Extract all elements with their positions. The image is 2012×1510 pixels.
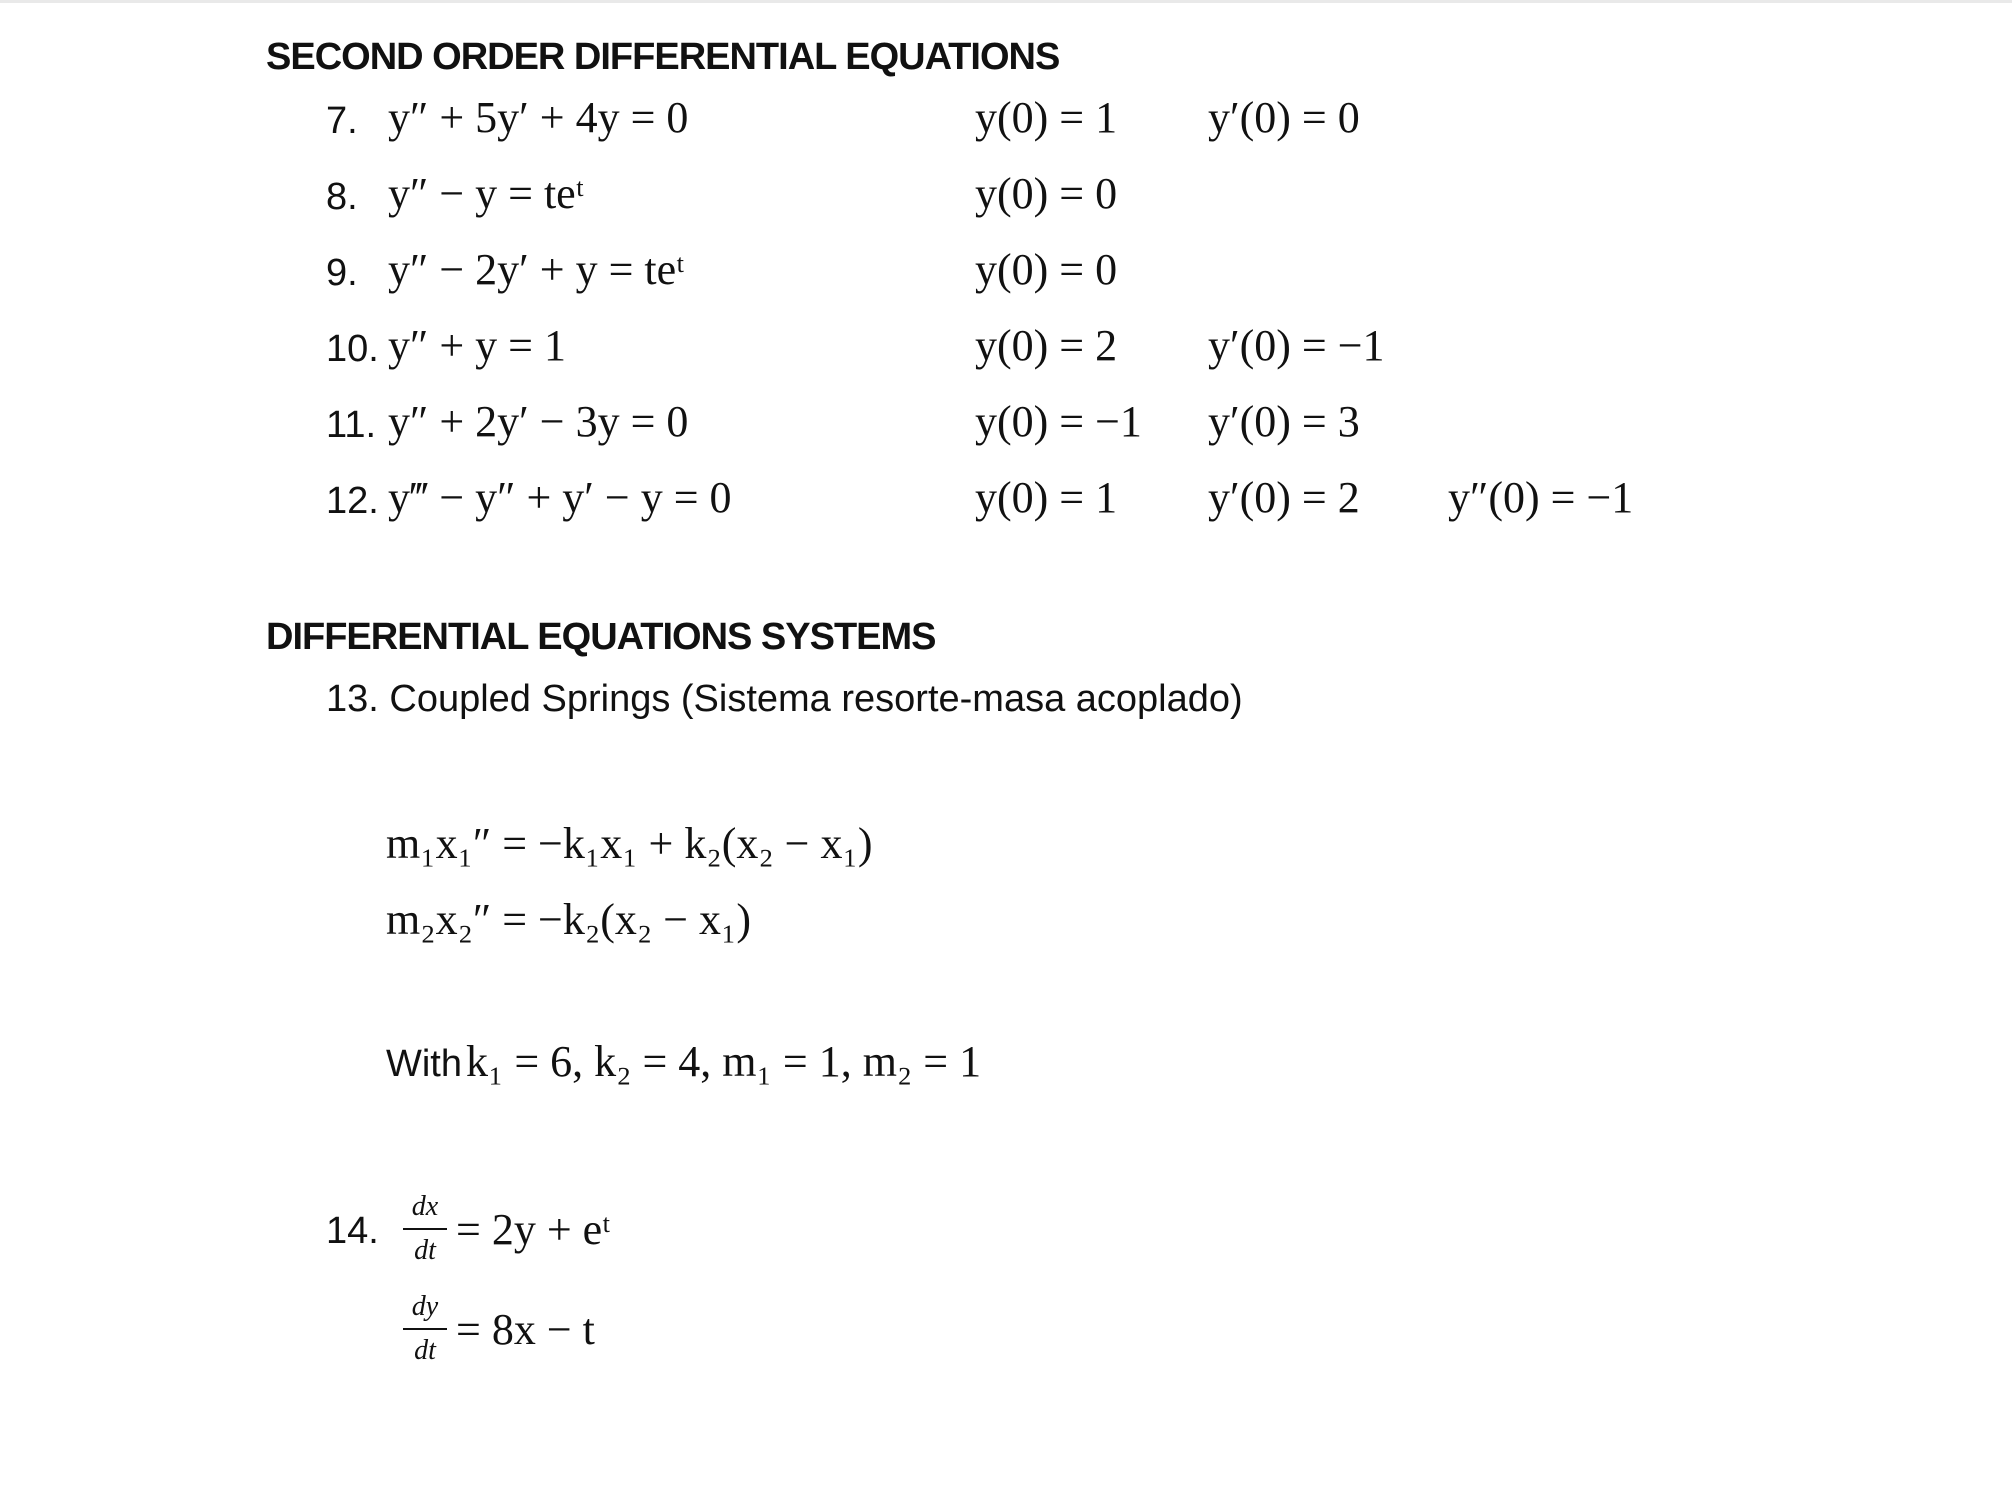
- fraction-dx-dt: [401, 1190, 449, 1268]
- initial-condition-y: y(0) = −1: [975, 397, 1142, 446]
- fraction-bar: [403, 1328, 447, 1330]
- problem-13-equation-2: m₂x₂″ = −k₂(x₂ − x₁): [386, 895, 751, 944]
- problem-9: [0, 244, 2012, 304]
- problem-13-parameters: [386, 1036, 981, 1087]
- problem-13-equation-1: m₁x₁″ = −k₁x₁ + k₂(x₂ − x₁): [386, 819, 873, 868]
- problem-11: [0, 396, 2012, 456]
- equation: y‴ − y″ + y′ − y = 0: [388, 473, 732, 522]
- fraction-numerator: dy: [411, 1291, 439, 1322]
- problem-10: [0, 320, 2012, 380]
- initial-condition-y: y(0) = 1: [975, 473, 1118, 522]
- problem-number: 9.: [326, 252, 358, 294]
- problem-14-number: 14.: [326, 1210, 379, 1252]
- equation: y″ + 2y′ − 3y = 0: [388, 397, 689, 446]
- fraction-numerator: dx: [411, 1191, 439, 1222]
- initial-condition-yprime: y′(0) = 0: [1208, 93, 1360, 142]
- heading-second-order: SECOND ORDER DIFFERENTIAL EQUATIONS: [266, 36, 1060, 78]
- equation: y″ + y = 1: [388, 321, 566, 370]
- parameter-values: k₁ = 6, k₂ = 4, m₁ = 1, m₂ = 1: [466, 1037, 982, 1086]
- problem-8: [0, 168, 2012, 228]
- fraction-denominator: dt: [414, 1235, 436, 1266]
- initial-condition-y: y(0) = 0: [975, 245, 1118, 294]
- fraction-bar: [403, 1228, 447, 1230]
- initial-condition-yprime: y′(0) = 2: [1208, 473, 1360, 522]
- heading-systems: DIFFERENTIAL EQUATIONS SYSTEMS: [266, 616, 936, 658]
- problem-number: 7.: [326, 100, 358, 142]
- problem-14-equation-2-rhs: = 8x − t: [456, 1305, 595, 1354]
- initial-condition-y: y(0) = 1: [975, 93, 1118, 142]
- fraction-denominator: dt: [414, 1335, 436, 1366]
- problem-number: 8.: [326, 176, 358, 218]
- problem-7: [0, 92, 2012, 152]
- with-label: With: [386, 1043, 462, 1085]
- fraction-dy-dt: [401, 1290, 449, 1368]
- initial-condition-y: y(0) = 2: [975, 321, 1118, 370]
- equation: y″ + 5y′ + 4y = 0: [388, 93, 689, 142]
- problem-number: 10.: [326, 328, 379, 370]
- problem-14-equation-1-rhs: = 2y + eᵗ: [456, 1205, 611, 1254]
- initial-condition-ydoubleprime: y″(0) = −1: [1448, 473, 1634, 522]
- problem-13-title: 13. Coupled Springs (Sistema resorte-masa acoplado): [326, 678, 1243, 720]
- equation: y″ − 2y′ + y = teᵗ: [388, 245, 685, 294]
- page-top-border: [0, 0, 2012, 3]
- problem-number: 11.: [326, 404, 377, 446]
- problem-12: [0, 472, 2012, 532]
- initial-condition-yprime: y′(0) = 3: [1208, 397, 1360, 446]
- initial-condition-y: y(0) = 0: [975, 169, 1118, 218]
- initial-condition-yprime: y′(0) = −1: [1208, 321, 1385, 370]
- equation: y″ − y = teᵗ: [388, 169, 585, 218]
- problem-number: 12.: [326, 480, 379, 522]
